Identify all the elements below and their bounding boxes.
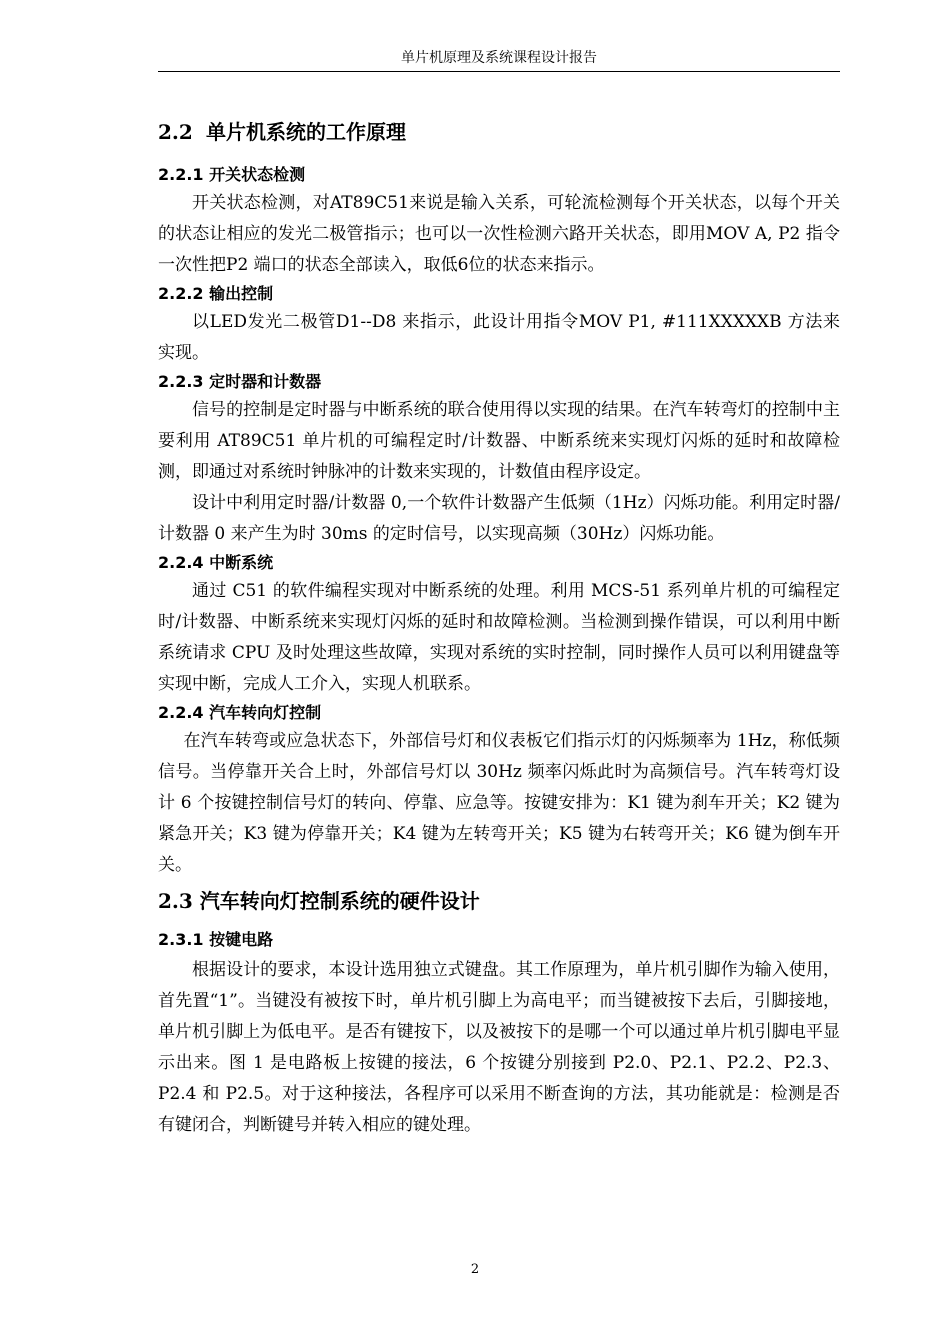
section-heading-2-2 [158, 112, 840, 152]
subsection-heading-2-2-1: 2.2.1 开关状态检测 [158, 165, 306, 184]
subsection-heading-2-2-4-interrupt: 2.2.4 中断系统 [158, 553, 274, 572]
paragraph-2-2-3-b: 设计中利用定时器/计数器 0,一个软件计数器产生低频（1Hz）闪烁功能。利用定时器/计数器 0 来产生为时 30ms 的定时信号，以实现高频（30Hz）闪烁功能。 [158, 493, 840, 544]
paragraph-2-2-4-turn-signal: 在汽车转弯或应急状态下，外部信号灯和仪表板它们指示灯的闪烁频率为 1Hz，称低频信号。当停靠开关合上时，外部信号灯以 30Hz 频率闪烁此时为高频信号。汽车转弯灯设计 6 个按键控制信号灯的转向、停靠、应急等。按键安排为：K1 键为刹车开关；K2 键为紧急开关；K3 键为停靠开关；K4 键为左转弯开关；K5 键为右转弯开关；K6 键为倒车开关。 [158, 731, 840, 875]
subsection-heading-2-3-1: 2.3.1 按键电路 [158, 930, 274, 949]
paragraph-2-2-4-interrupt: 通过 C51 的软件编程实现对中断系统的处理。利用 MCS-51 系列单片机的可编程定时/计数器、中断系统来实现灯闪烁的延时和故障检测。当检测到操作错误，可以利用中断系统请求 CPU 及时处理这些故障，实现对系统的实时控制，同时操作人员可以利用键盘等实现中断，完成人工介入，实现人机联系。 [158, 581, 840, 694]
section-title: 单片机系统的工作原理 [206, 120, 406, 144]
section-number: 2.2 [158, 120, 193, 144]
paragraph-2-2-3-a: 信号的控制是定时器与中断系统的联合使用得以实现的结果。在汽车转弯灯的控制中主要利用 AT89C51 单片机的可编程定时/计数器、中断系统来实现灯闪烁的延时和故障检测，即通过对系统时钟脉冲的计数来实现的，计数值由程序设定。 [158, 400, 840, 482]
subsection-heading-2-2-2: 2.2.2 输出控制 [158, 284, 274, 303]
subsection-heading-2-2-4-turn-signal: 2.2.4 汽车转向灯控制 [158, 703, 322, 722]
page-content [158, 112, 840, 1141]
page-number: 2 [470, 1262, 480, 1277]
paragraph-2-3-1: 根据设计的要求，本设计选用独立式键盘。其工作原理为，单片机引脚作为输入使用，首先置“1”。当键没有被按下时，单片机引脚上为高电平；而当键被按下去后，引脚接地，单片机引脚上为低电平。是否有键按下，以及被按下的是哪一个可以通过单片机引脚电平显示出来。图 1 是电路板上按键的接法，6 个按键分别接到 P2.0、P2.1、P2.2、P2.3、P2.4 和 P2.5。对于这种接法，各程序可以采用不断查询的方法，其功能就是：检测是否有键闭合，判断键号并转入相应的键处理。 [158, 960, 840, 1135]
paragraph-2-2-2: 以LED发光二极管D1--D8 来指示，此设计用指令MOV P1, #111XXXXXB 方法来实现。 [158, 312, 840, 363]
section-heading-2-3: 2.3 汽车转向灯控制系统的硬件设计 [158, 889, 480, 913]
paragraph-2-2-1: 开关状态检测，对AT89C51来说是输入关系，可轮流检测每个开关状态，以每个开关的状态让相应的发光二极管指示；也可以一次性检测六路开关状态，即用MOV A, P2 指令一次性把P2 端口的状态全部读入，取低6位的状态来指示。 [158, 193, 840, 275]
subsection-heading-2-2-3: 2.2.3 定时器和计数器 [158, 372, 322, 391]
running-header: 单片机原理及系统课程设计报告 [401, 50, 597, 66]
header-rule [158, 71, 840, 72]
